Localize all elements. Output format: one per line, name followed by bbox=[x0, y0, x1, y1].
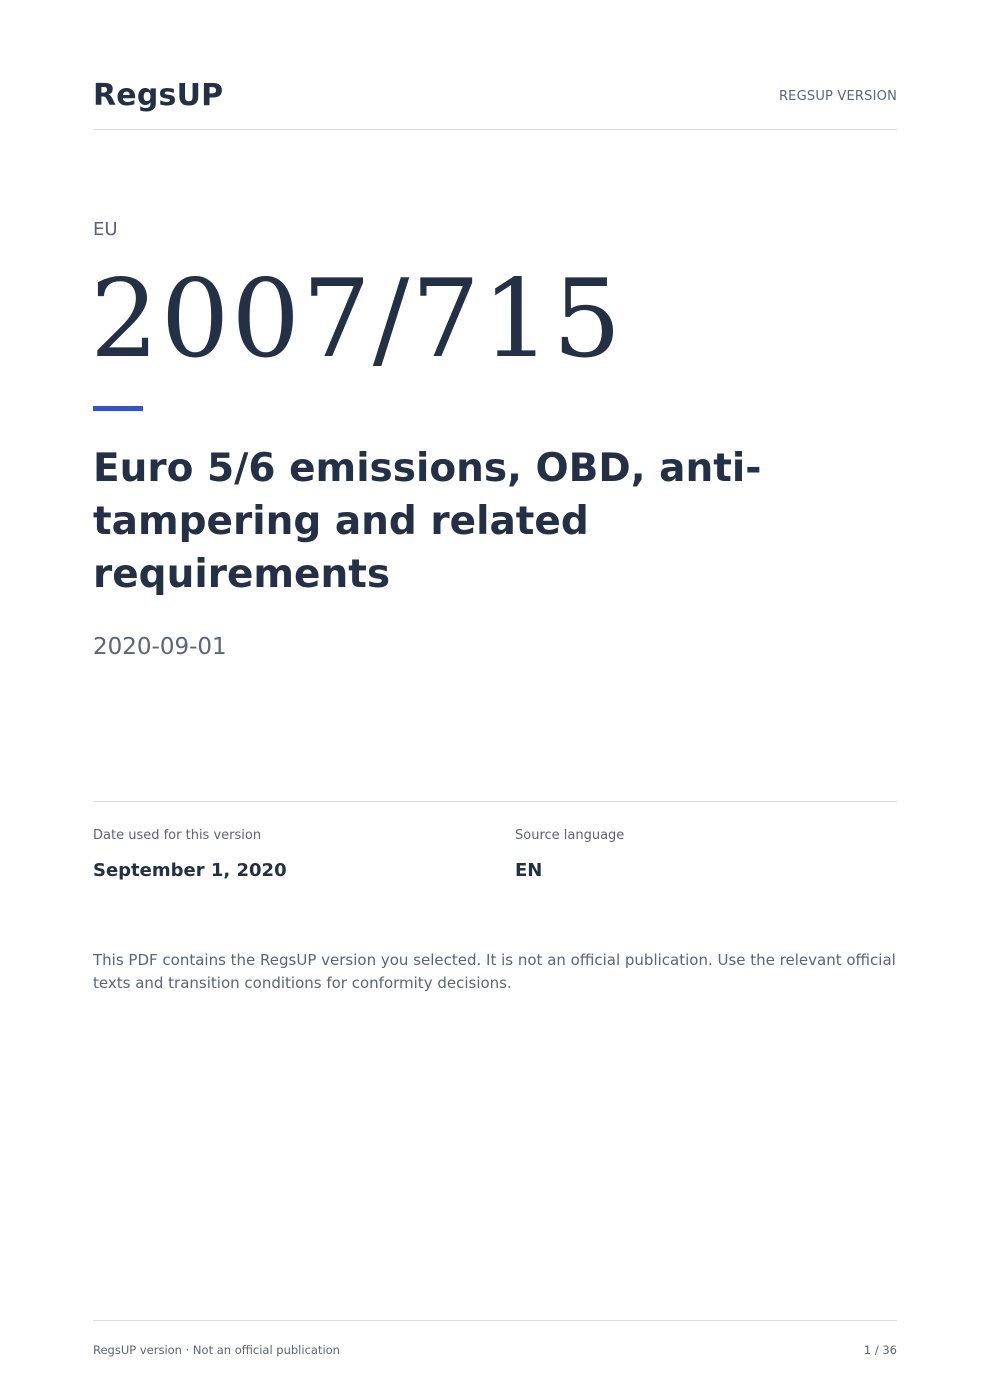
disclaimer-text: This PDF contains the RegsUP version you selected. It is not an official publication. Use the relevant official texts and transition conditions for conformity decisions. bbox=[93, 951, 896, 992]
version-date-label: Date used for this version bbox=[93, 828, 262, 843]
brand-logo-text: RegsUP bbox=[93, 78, 224, 113]
metadata-section bbox=[93, 801, 897, 901]
footer-note: RegsUP version · Not an official publication bbox=[93, 1343, 340, 1357]
page-footer bbox=[93, 1320, 897, 1360]
version-date-block bbox=[93, 828, 287, 882]
version-tag: REGSUP VERSION bbox=[778, 89, 897, 104]
version-date-value: September 1, 2020 bbox=[93, 860, 287, 881]
source-language-value: EN bbox=[515, 860, 543, 881]
page-indicator: 1 / 36 bbox=[863, 1343, 897, 1357]
document-page bbox=[90, 0, 897, 1400]
page-header bbox=[93, 76, 897, 130]
document-number: 2007/715 bbox=[90, 257, 624, 382]
source-language-label: Source language bbox=[515, 828, 625, 843]
jurisdiction-label: EU bbox=[93, 219, 118, 240]
document-date: 2020-09-01 bbox=[93, 634, 227, 660]
accent-divider bbox=[93, 406, 143, 411]
document-title: Euro 5/6 emissions, OBD, anti-tampering and related requirements bbox=[93, 446, 762, 597]
source-language-block bbox=[515, 828, 624, 882]
